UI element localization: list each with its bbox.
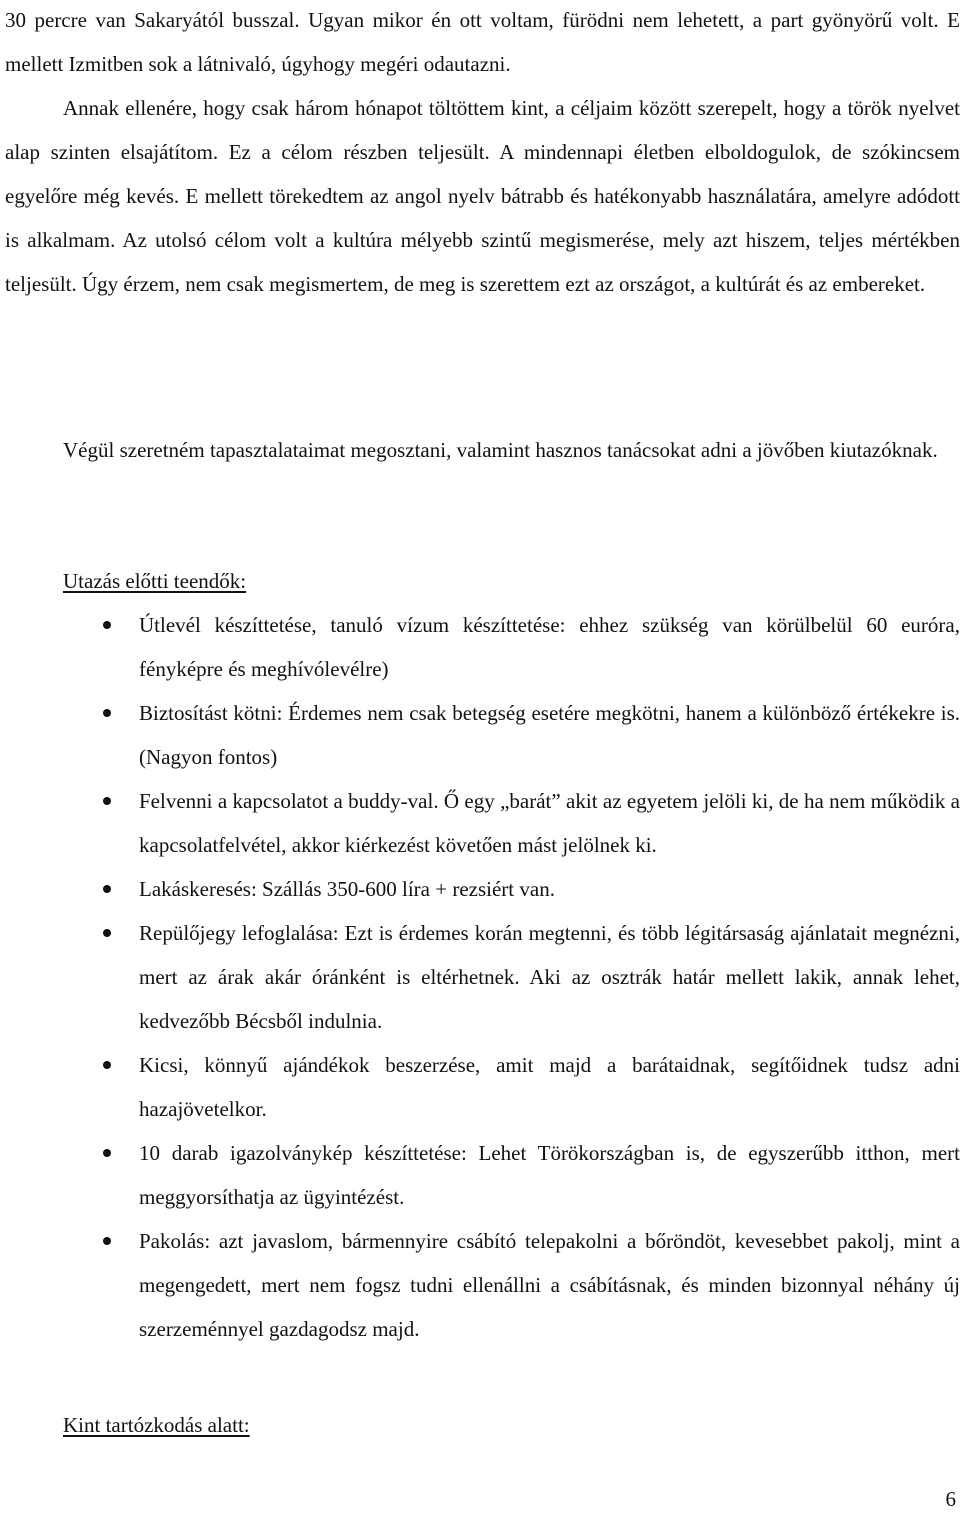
paragraph-izmit-intro: 30 percre van Sakaryától busszal. Ugyan mikor én ott voltam, fürödni nem lehetett, a part gyönyörű volt. E mellett Izmitben sok a látnivaló, úgyhogy megéri odautazni. [5, 8, 960, 76]
list-item-text: Útlevél készíttetése, tanuló vízum készíttetése: ehhez szükség van körülbelül 60 euróra, fényképre és meghívólevélre) [139, 613, 960, 681]
bullet-icon [103, 621, 111, 629]
bullet-icon [103, 1061, 111, 1069]
list-item-text: Pakolás: azt javaslom, bármennyire csábító telepakolni a bőröndöt, kevesebbet pakolj, mint a megengedett, mert nem fogsz tudni ellenállni a csábításnak, és minden bizonnyal néhány új szerzeménnyel gazdagodsz majd. [139, 1229, 960, 1341]
list-item-text: Felvenni a kapcsolatot a buddy-val. Ő egy „barát” akit az egyetem jelöli ki, de ha nem működik a kapcsolatfelvétel, akkor kiérkezést követően mást jelölnek ki. [139, 789, 960, 857]
bullet-icon [103, 1149, 111, 1157]
section-heading-before-travel: Utazás előtti teendők: [63, 569, 247, 593]
bullet-icon [103, 709, 111, 717]
before-travel-list [0, 603, 960, 1351]
list-item [0, 779, 960, 867]
list-item [0, 911, 960, 1043]
list-item [0, 603, 960, 691]
list-item [0, 1219, 960, 1351]
bullet-icon [103, 885, 111, 893]
list-item [0, 1131, 960, 1219]
paragraph-language-goals: Annak ellenére, hogy csak három hónapot töltöttem kint, a céljaim között szerepelt, hogy a török nyelvet alap szinten elsajátítom. Ez a célom részben teljesült. A mindennapi életben elboldogulok, de szókincsem egyelőre még kevés. E mellett törekedtem az angol nyelv bátrabb és hatékonyabb használatára, amelyre adódott is alkalmam. Az utolsó célom volt a kultúra mélyebb szintű megismerése, mely azt hiszem, teljes mértékben teljesült. Úgy érzem, nem csak megismertem, de meg is szerettem ezt az országot, a kultúrát és az embereket. [5, 96, 960, 296]
list-item [0, 691, 960, 779]
list-item-text: 10 darab igazolványkép készíttetése: Lehet Törökországban is, de egyszerűbb itthon, mert meggyorsíthatja az ügyintézést. [139, 1141, 960, 1209]
list-item-text: Repülőjegy lefoglalása: Ezt is érdemes korán megtenni, és több légitársaság ajánlatait megnézni, mert az árak akár óránként is eltérhetnek. Aki az osztrák határ mellett lakik, annak lehet, kedvezőbb Bécsből indulnia. [139, 921, 960, 1033]
list-item [0, 1043, 960, 1131]
list-item [0, 867, 960, 911]
list-item-text: Lakáskeresés: Szállás 350-600 líra + rezsiért van. [139, 877, 555, 901]
list-item-text: Biztosítást kötni: Érdemes nem csak betegség esetére megkötni, hanem a különböző értékekre is. (Nagyon fontos) [139, 701, 960, 769]
bullet-icon [103, 797, 111, 805]
section-heading-during-stay: Kint tartózkodás alatt: [63, 1413, 250, 1437]
bullet-icon [103, 929, 111, 937]
paragraph-closing: Végül szeretném tapasztalataimat megosztani, valamint hasznos tanácsokat adni a jövőben kiutazóknak. [63, 438, 938, 462]
bullet-icon [103, 1237, 111, 1245]
page-number: 6 [945, 1487, 956, 1511]
list-item-text: Kicsi, könnyű ajándékok beszerzése, amit majd a barátaidnak, segítőidnek tudsz adni hazajövetelkor. [139, 1053, 960, 1121]
